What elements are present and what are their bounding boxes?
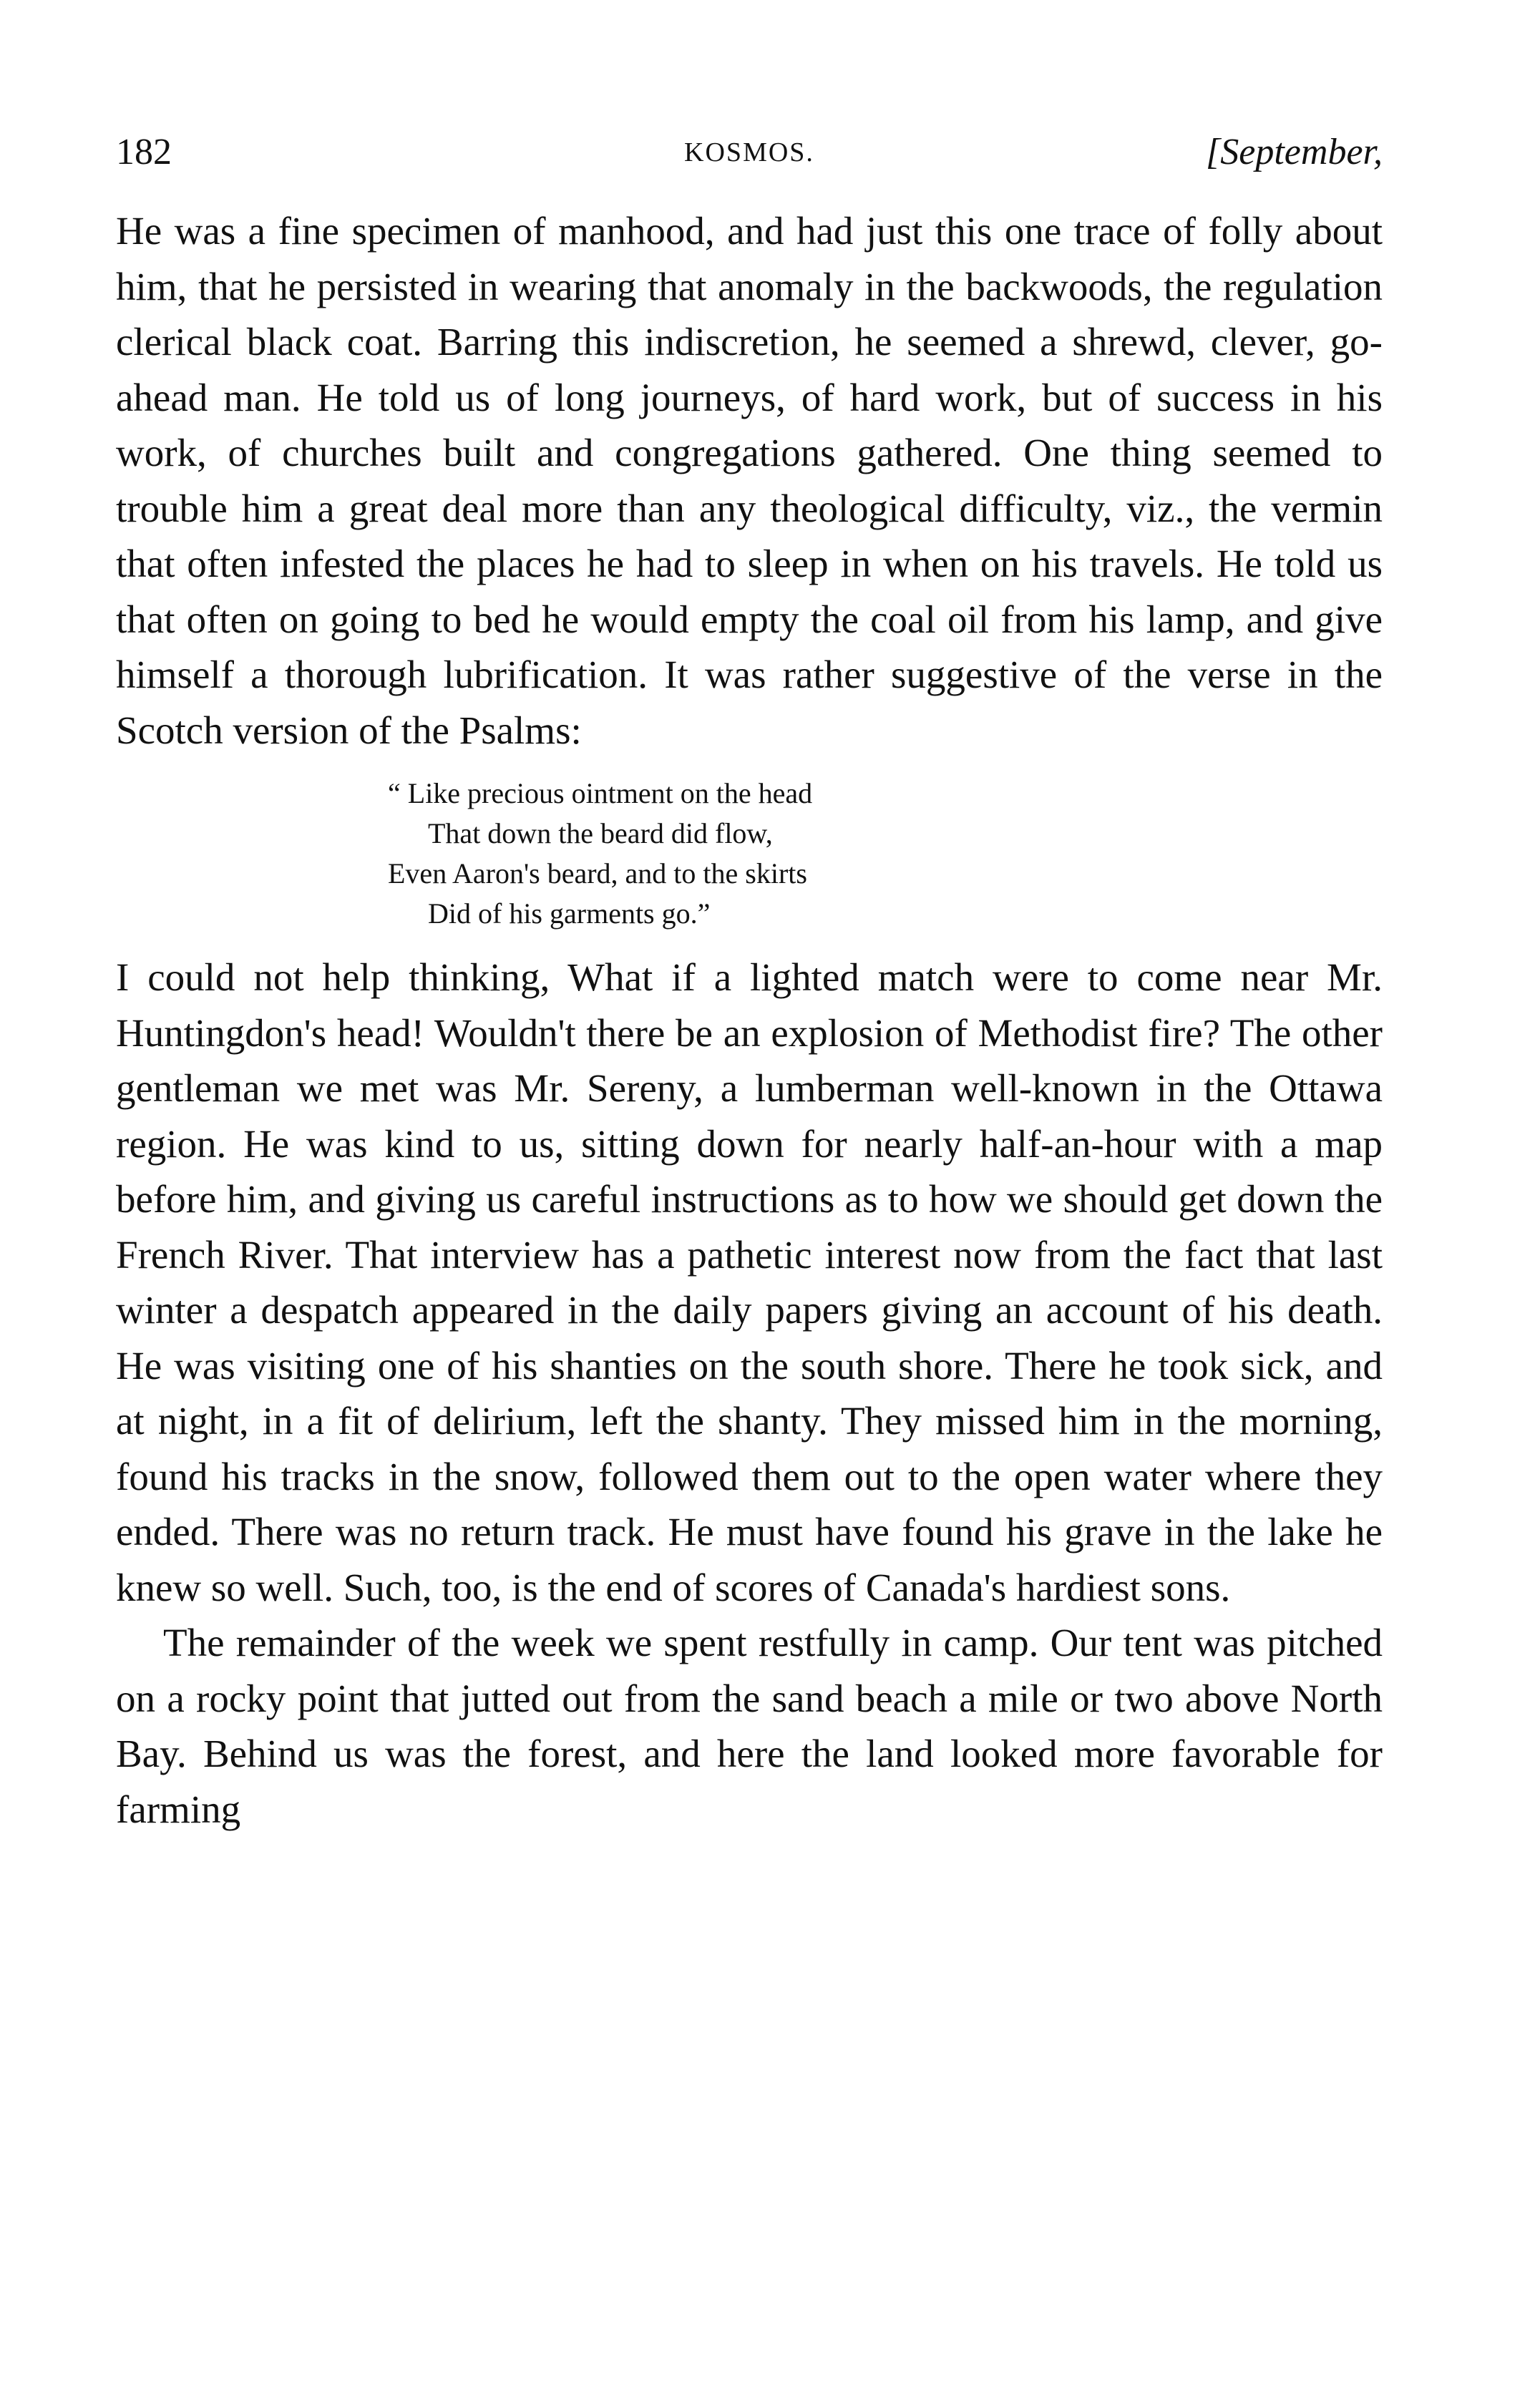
- psalm-verse: [388, 774, 1383, 934]
- book-page: [116, 120, 1383, 1837]
- journal-title: KOSMOS.: [684, 137, 814, 167]
- paragraph: I could not help thinking, What if a lighted match were to come near Mr. Huntingdon's head! Wouldn't there be an explosion of Methodist fire? The other gentleman we met was Mr. Sereny, a lumberman well-known in the Ottawa region. He was kind to us, sitting down for nearly half-an-hour with a map before him, and giving us careful instructions as to how we should get down the French River. That interview has a pathetic interest now from the fact that last winter a despatch appeared in the daily papers giving an account of his death. He was visiting one of his shanties on the south shore. There he took sick, and at night, in a fit of delirium, left the shanty. They missed him in the morning, found his tracks in the snow, followed them out to the open water where they ended. There was no return track. He must have found his grave in the lake he knew so well. Such, too, is the end of scores of Canada's hardiest sons.: [116, 955, 1383, 1609]
- verse-line: Even Aaron's beard, and to the skirts: [388, 857, 807, 889]
- paragraph: He was a fine specimen of manhood, and had just this one trace of folly about him, that he persisted in wearing that anomaly in the backwoods, the regulation clerical black coat. Barring this indiscretion, he seemed a shrewd, clever, go-ahead man. He told us of long journeys, of hard work, but of success in his work, of churches built and congregations gathered. One thing seemed to trouble him a great deal more than any theological difficulty, viz., the vermin that often infested the places he had to sleep in when on his travels. He told us that often on going to bed he would empty the coal oil from his lamp, and give himself a thorough lubrification. It was rather suggestive of the verse in the Scotch version of the Psalms:: [116, 209, 1383, 752]
- paragraph: The remainder of the week we spent restfully in camp. Our tent was pitched on a rocky point that jutted out from the sand beach a mile or two above North Bay. Behind us was the forest, and here the land looked more favorable for farming: [116, 1621, 1383, 1831]
- verse-line: Did of his garments go.”: [428, 897, 711, 930]
- page-number: 182: [116, 132, 172, 172]
- verse-line: “ Like precious ointment on the head: [388, 777, 813, 809]
- running-head: [116, 120, 1383, 185]
- running-section: [September,: [1206, 132, 1383, 172]
- verse-line: That down the beard did flow,: [428, 817, 773, 849]
